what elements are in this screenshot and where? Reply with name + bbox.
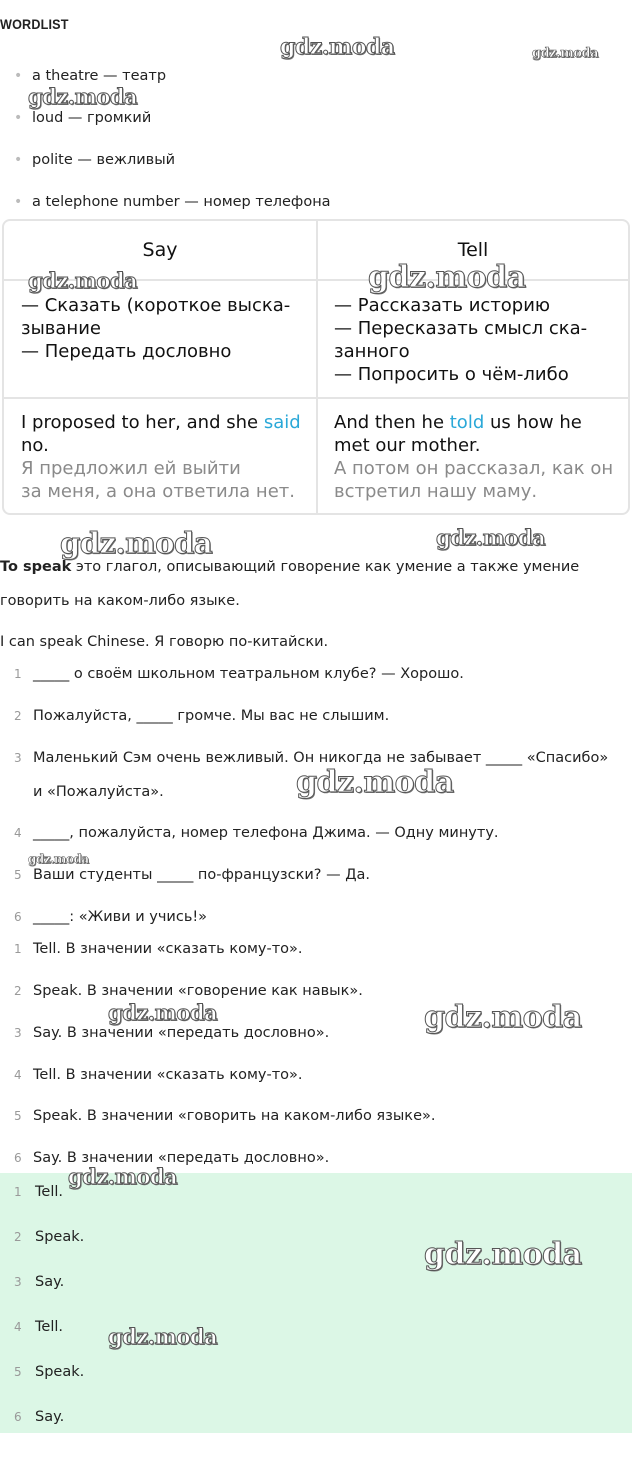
wordlist-title: WORDLIST [0,16,69,32]
item-number: 1 [14,667,22,681]
speak-note-line2: говорить на каком-либо языке. [0,593,240,609]
watermark: gdz.moda [108,1000,218,1025]
watermark: gdz.moda [28,268,138,293]
item-text: Маленький Сэм очень вежливый. Он никогда не забывает _____ «Спасибо» [33,750,609,766]
item-number: 4 [14,826,22,840]
speak-note-bold: To speak [0,559,72,575]
highlight-word: said [263,412,301,433]
list-item: • a theatre — театр [14,66,331,108]
item-number: 3 [14,751,22,765]
item-text: _____, пожалуйста, номер телефона Джима. — Одну минуту. [33,825,499,841]
example-text: And then he [334,412,450,433]
header-say: Say [142,239,178,261]
say-example [21,411,311,503]
speak-note [0,557,579,577]
table-divider [316,221,318,513]
watermark: gdz.moda [280,34,395,60]
item-text: _____ о своём школьном театральном клубе? — Хорошо. [33,666,464,682]
say-meaning: — Сказать (короткое выска- зывание — Передать дословно [21,295,291,362]
watermark: gdz.moda [28,852,89,866]
item-number: 2 [14,1230,22,1244]
answer-box [0,1173,632,1433]
header-tell: Tell [457,239,489,261]
list-item: • a telephone number — номер телефона [14,192,331,234]
list-item: • polite — вежливый [14,150,331,192]
item-number: 5 [14,1109,22,1123]
item-text: Tell. [35,1319,63,1335]
item-number: 6 [14,910,22,924]
watermark: gdz.moda [532,46,599,61]
watermark: gdz.moda [424,1237,582,1272]
item-text: Пожалуйста, _____ громче. Мы вас не слышим. [33,708,390,724]
watermark: gdz.moda [424,1000,582,1035]
item-text: Ваши студенты _____ по-французски? — Да. [33,867,371,883]
item-text: Say. В значении «передать дословно». [33,1025,330,1041]
tell-example [334,411,624,503]
item-number: 5 [14,1365,22,1379]
item-text: Speak. В значении «говорить на каком-либо языке». [33,1108,436,1124]
watermark: gdz.moda [436,525,546,550]
item-number: 6 [14,1151,22,1165]
watermark: gdz.moda [296,765,454,800]
example-text: I proposed to her, and she [21,412,264,433]
example-translation: А потом он рассказал, как он встретил нашу маму. [334,458,614,502]
watermark: gdz.moda [60,526,213,560]
speak-example: I can speak Chinese. Я говорю по-китайски. [0,634,329,650]
item-number: 4 [14,1320,22,1334]
speak-note-text: это глагол, описывающий говорение как умение а также умение [71,559,580,575]
item-number: 2 [14,984,22,998]
item-number: 3 [14,1275,22,1289]
item-number: 1 [14,942,22,956]
item-number: 2 [14,709,22,723]
item-text: Tell. В значении «сказать кому-то». [33,1067,303,1083]
table-divider [4,397,628,399]
item-number: 4 [14,1068,22,1082]
list-item: • loud — громкий [14,108,331,150]
item-text: Say. [35,1274,65,1290]
item-number: 6 [14,1410,22,1424]
example-text: no. [21,435,49,456]
tell-meaning: — Рассказать историю — Пересказать смысл ска- занного — Попросить о чём-либо [334,295,588,385]
say-tell-table [2,219,630,515]
item-text: _____: «Живи и учись!» [33,909,208,925]
item-text: Say. В значении «передать дословно». [33,1150,330,1166]
item-text: Tell. В значении «сказать кому-то». [33,941,303,957]
watermark: gdz.moda [108,1324,218,1349]
watermark: gdz.moda [28,84,138,109]
example-translation: Я предложил ей выйти за меня, а она ответила нет. [21,458,295,502]
highlight-word: told [449,412,485,433]
item-number: 3 [14,1026,22,1040]
watermark: gdz.moda [368,260,526,295]
item-number: 5 [14,868,22,882]
item-number: 1 [14,1185,22,1199]
item-text: Speak. [35,1229,85,1245]
item-text: Tell. [35,1184,63,1200]
item-text: Speak. В значении «говорение как навык». [33,983,363,999]
item-text: и «Пожалуйста». [33,784,164,800]
watermark: gdz.moda [68,1164,178,1189]
item-text: Say. [35,1409,65,1425]
item-text: Speak. [35,1364,85,1380]
example-text: us how he met our mother. [334,412,582,456]
